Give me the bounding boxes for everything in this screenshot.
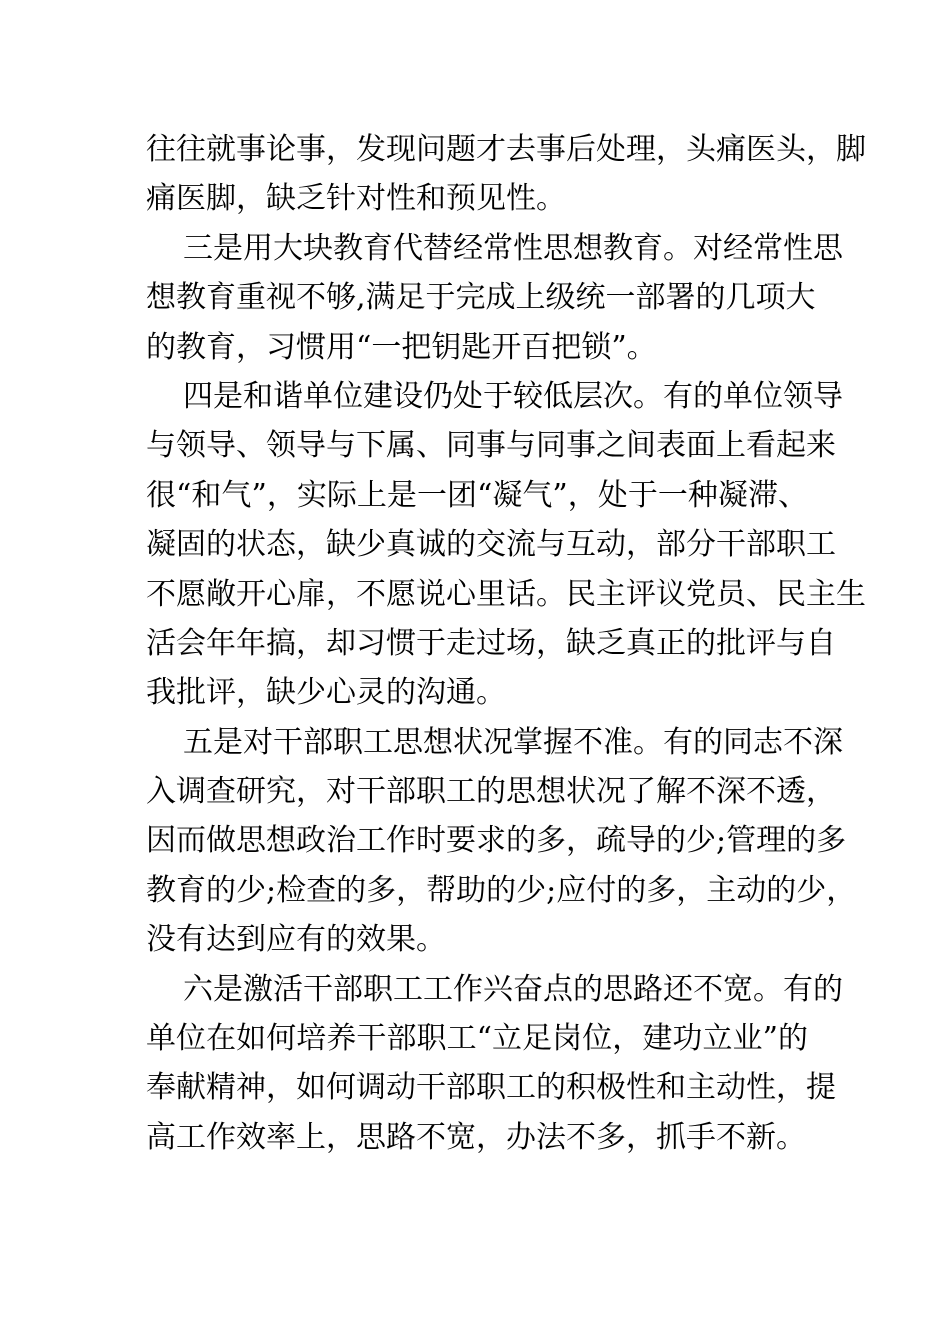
text-line: 不愿敞开心扉，不愿说心里话。民主评议党员、民主生 (146, 576, 866, 612)
text-line: 的教育，习惯用“一把钥匙开百把锁”。 (146, 329, 657, 365)
paragraph-1 (146, 125, 866, 224)
text-line: 高工作效率上，思路不宽，办法不多，抓手不新。 (146, 1119, 806, 1155)
paragraph-5 (146, 965, 843, 1163)
text-line: 活会年年搞，却习惯于走过场，缺乏真正的批评与自 (146, 625, 836, 661)
text-line: 五是对干部职工思想状况掌握不准。有的同志不深 (183, 724, 843, 760)
text-line: 往往就事论事，发现问题才去事后处理，头痛医头，脚 (146, 132, 866, 167)
text-line: 我批评，缺少心灵的沟通。 (146, 675, 506, 711)
text-line: 四是和谐单位建设仍处于较低层次。有的单位领导 (183, 378, 843, 414)
text-line: 六是激活干部职工工作兴奋点的思路还不宽。有的 (183, 971, 843, 1007)
paragraph-3 (146, 372, 866, 718)
text-line: 教育的少;检查的多，帮助的少;应付的多，主动的少， (146, 872, 857, 908)
text-line: 奉献精神，如何调动干部职工的积极性和主动性，提 (146, 1070, 836, 1106)
text-line: 单位在如何培养干部职工“立足岗位，建功立业”的 (146, 1021, 808, 1057)
text-line: 与领导、领导与下属、同事与同事之间表面上看起来 (146, 428, 836, 464)
text-line: 因而做思想政治工作时要求的多，疏导的少;管理的多 (146, 823, 847, 859)
text-line: 入调查研究，对干部职工的思想状况了解不深不透， (146, 774, 836, 810)
text-line: 痛医脚，缺乏针对性和预见性。 (146, 181, 566, 217)
document-body (146, 125, 866, 1162)
text-line: 没有达到应有的效果。 (146, 922, 446, 958)
text-line: 三是用大块教育代替经常性思想教育。对经常性思 (183, 230, 843, 266)
text-line: 很“和气”，实际上是一团“凝气”，处于一种凝滞、 (146, 477, 808, 513)
text-line: 想教育重视不够,满足于完成上级统一部署的几项大 (146, 280, 816, 316)
paragraph-2 (146, 224, 843, 372)
text-line: 凝固的状态，缺少真诚的交流与互动，部分干部职工 (146, 527, 836, 563)
paragraph-4 (146, 718, 857, 965)
